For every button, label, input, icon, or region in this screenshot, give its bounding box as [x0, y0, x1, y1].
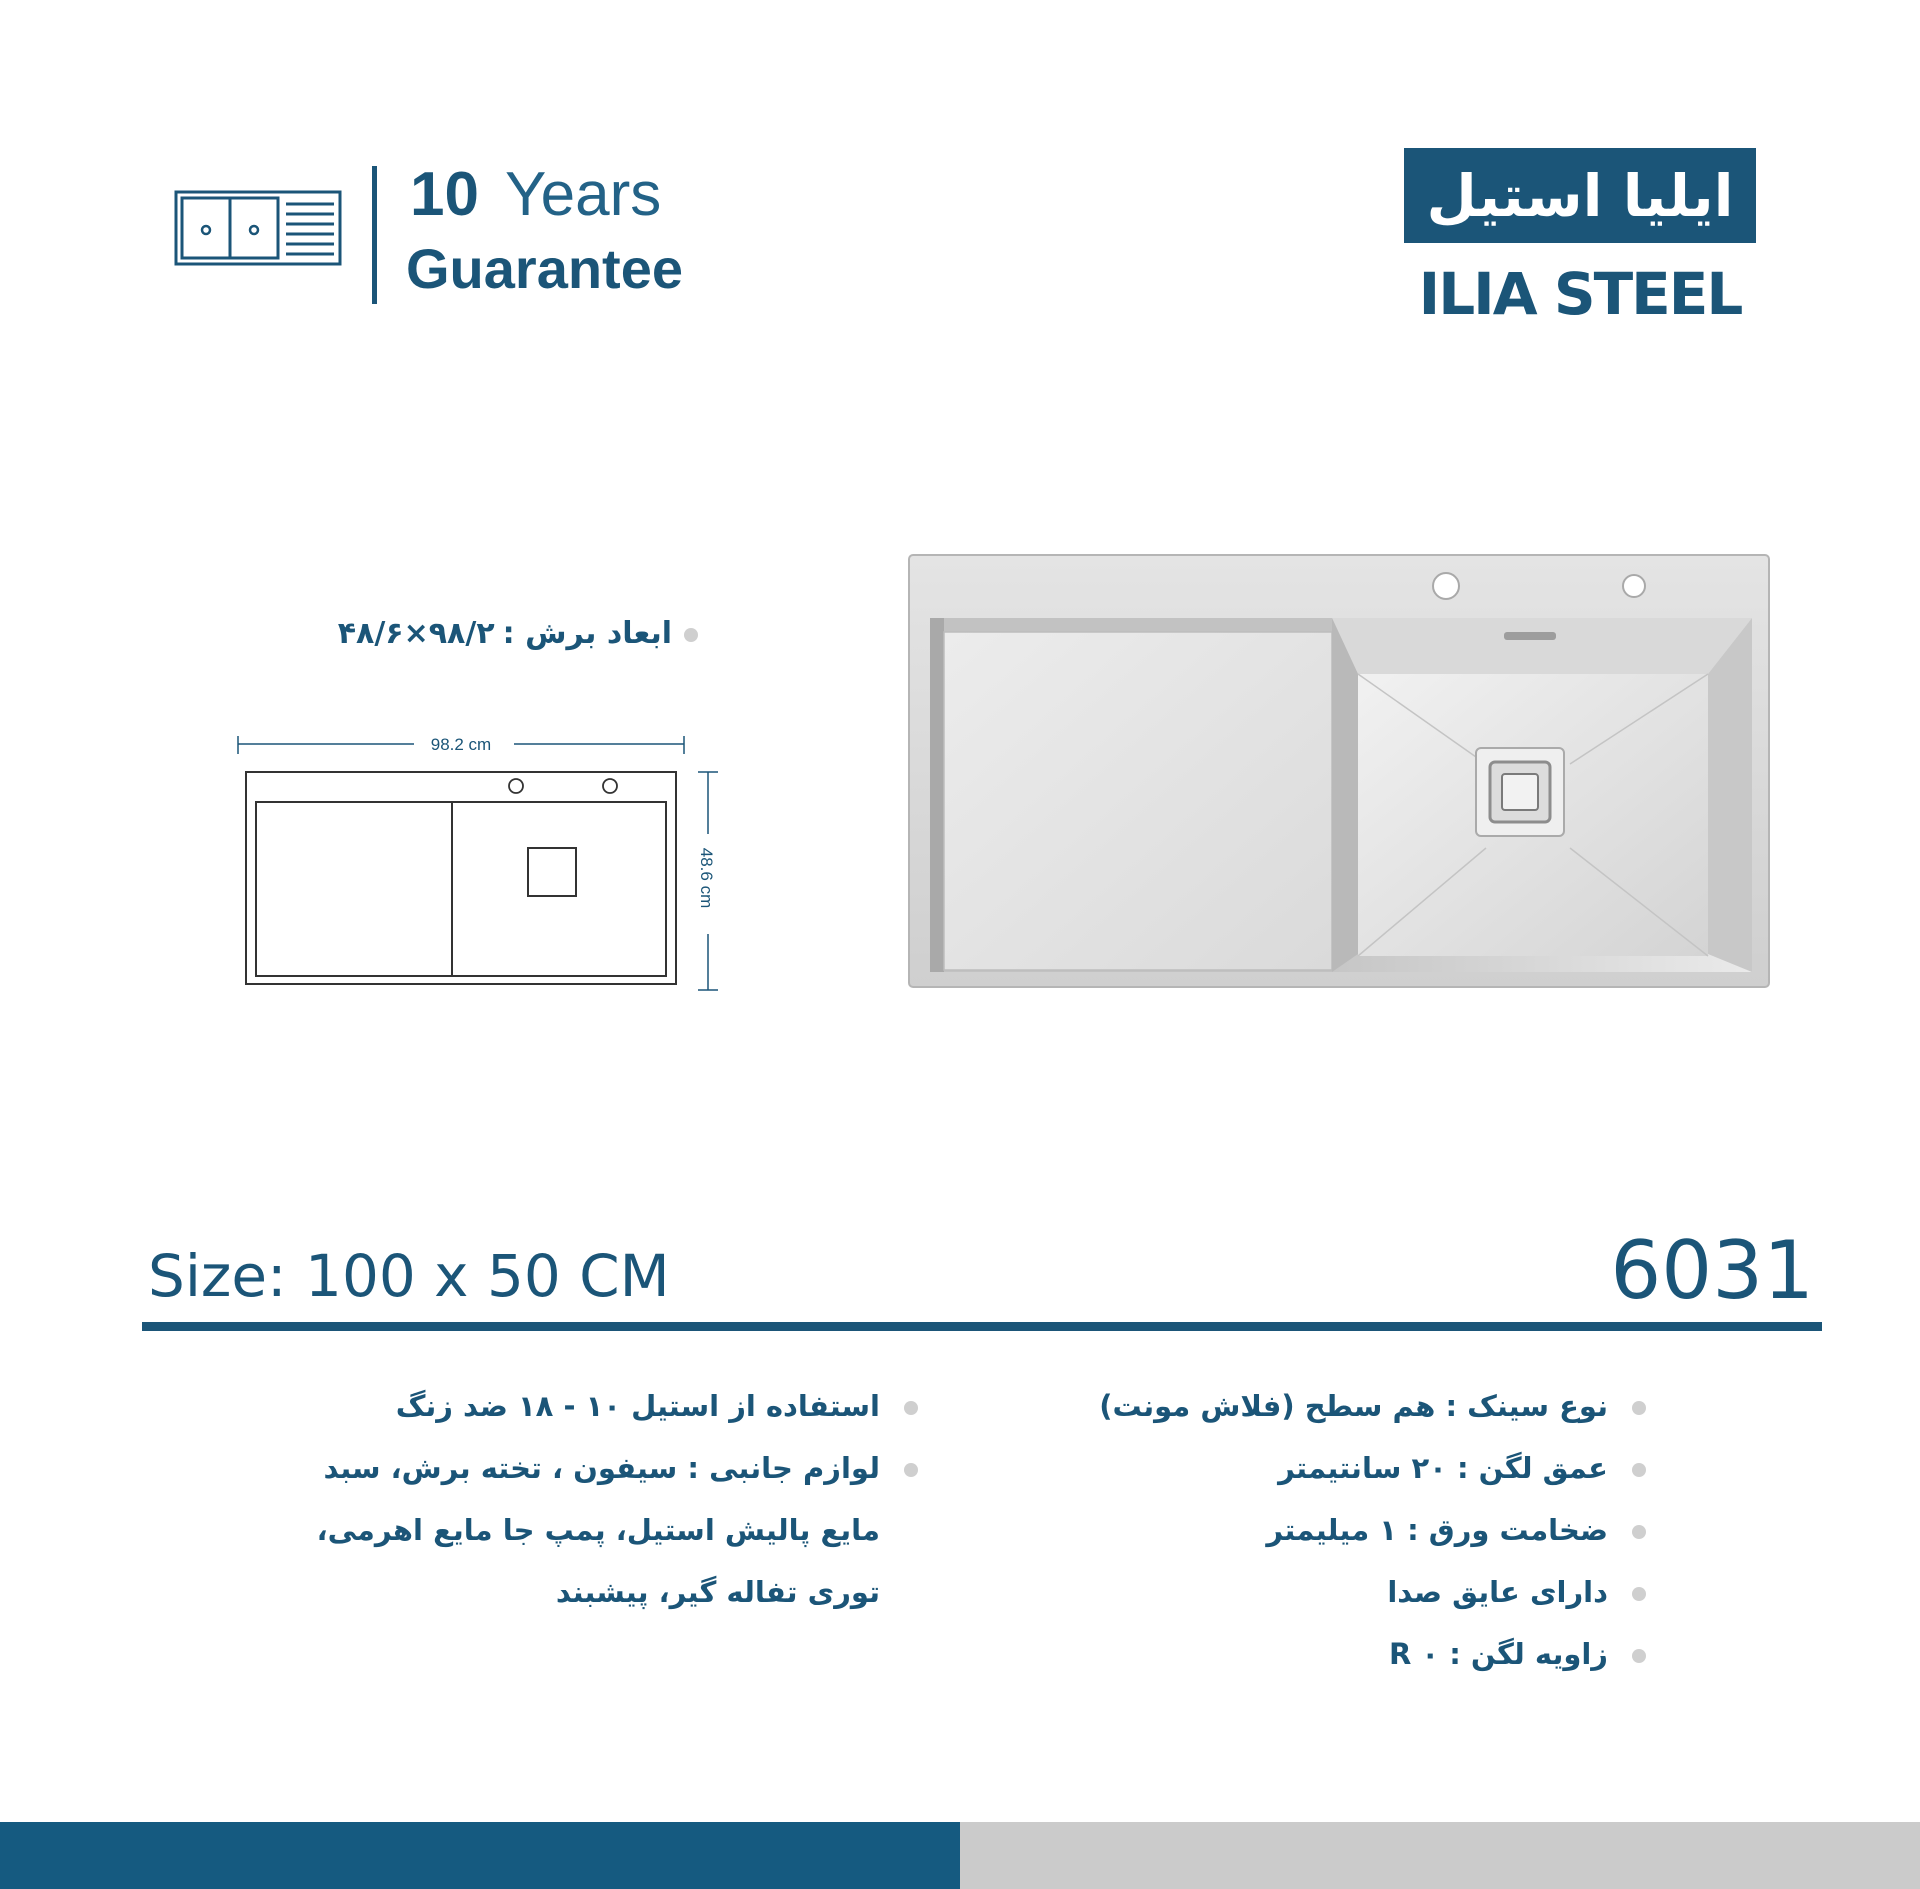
bullet-icon	[904, 1401, 918, 1415]
feature-text: دارای عایق صدا	[1387, 1575, 1608, 1609]
features-left-column	[317, 1375, 918, 1623]
bullet-icon	[1632, 1401, 1646, 1415]
feature-item	[1099, 1623, 1646, 1685]
feature-text: ضخامت ورق : ۱ میلیمتر	[1266, 1513, 1608, 1547]
feature-text: عمق لگن : ۲۰ سانتیمتر	[1278, 1451, 1608, 1485]
bullet-icon	[1632, 1463, 1646, 1477]
double-sink-icon	[174, 190, 342, 270]
feature-text: استفاده از استیل ۱۰ - ۱۸ ضد زنگ	[395, 1389, 880, 1423]
feature-item	[317, 1375, 918, 1437]
feature-text: مایع پالیش استیل، پمپ جا مایع اهرمی،	[316, 1513, 880, 1547]
bullet-icon	[684, 628, 698, 642]
model-number: 6031	[1610, 1224, 1814, 1317]
cut-dimensions-value: ۹۸/۲×۴۸/۶	[337, 616, 495, 651]
feature-item	[1099, 1561, 1646, 1623]
brand-logo-persian: ایلیا استیل	[1404, 148, 1756, 243]
feature-item-continuation	[317, 1499, 918, 1561]
feature-item	[317, 1437, 918, 1499]
feature-text: زاویه لگن : R ۰	[1388, 1637, 1608, 1671]
size-label: Size: 100 x 50 CM	[148, 1242, 670, 1310]
footer-bar-gray	[960, 1822, 1920, 1889]
guarantee-years-word: Years	[504, 160, 662, 229]
drawing-height-label: 48.6 cm	[697, 847, 716, 909]
sink-product-photo	[908, 554, 1770, 988]
brand-logo-english: ILIA STEEL	[1418, 260, 1742, 328]
feature-text: نوع سینک : هم سطح (فلاش مونت)	[1099, 1389, 1608, 1423]
feature-text: توری تفاله گیر، پیشبند	[555, 1575, 880, 1609]
feature-text: لوازم جانبی : سیفون ، تخته برش، سبد	[323, 1451, 880, 1485]
guarantee-subtitle: Guarantee	[406, 237, 683, 300]
cut-dimensions-label: ابعاد برش :	[502, 616, 672, 651]
feature-item-continuation	[317, 1561, 918, 1623]
section-divider	[142, 1322, 1822, 1331]
drawing-width-label: 98.2 cm	[430, 735, 492, 754]
bullet-icon	[1632, 1587, 1646, 1601]
feature-item	[1099, 1437, 1646, 1499]
guarantee-number: 10	[410, 160, 479, 229]
bullet-icon	[1632, 1525, 1646, 1539]
guarantee-divider	[372, 166, 377, 304]
cut-dimensions	[338, 612, 698, 656]
bullet-icon	[1632, 1649, 1646, 1663]
footer-bar-blue	[0, 1822, 960, 1889]
feature-item	[1099, 1499, 1646, 1561]
technical-drawing	[230, 728, 720, 998]
feature-item	[1099, 1375, 1646, 1437]
guarantee-years	[410, 160, 661, 230]
features-right-column	[1099, 1375, 1646, 1685]
bullet-icon	[904, 1463, 918, 1477]
